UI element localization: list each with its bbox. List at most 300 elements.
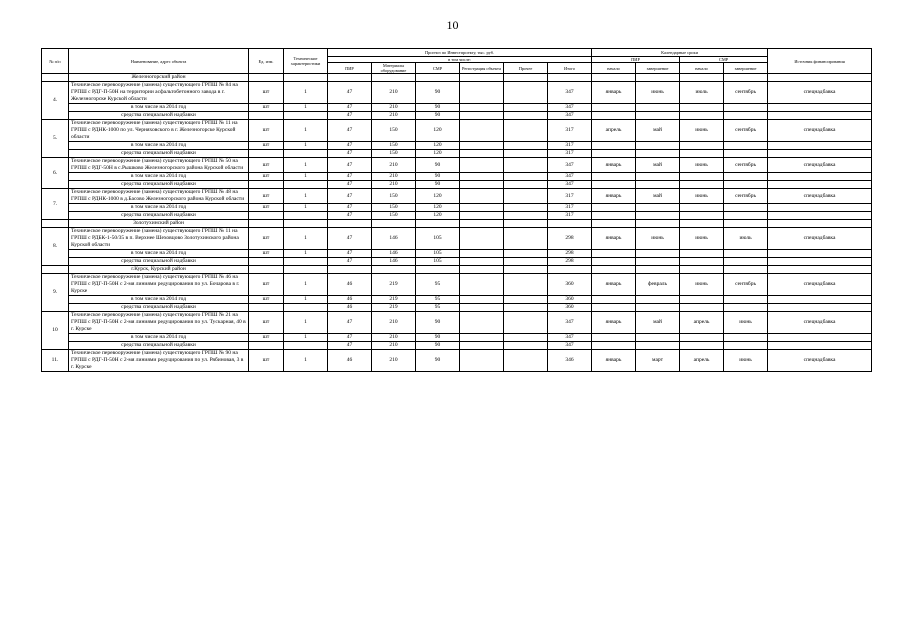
empty-cell bbox=[592, 266, 636, 274]
item-number: 6. bbox=[42, 158, 69, 189]
empty-cell bbox=[249, 220, 284, 228]
empty-cell bbox=[284, 212, 328, 220]
empty-cell bbox=[768, 304, 872, 312]
row-total: 347 bbox=[548, 334, 592, 342]
row-pir: 47 bbox=[328, 258, 372, 266]
item-other bbox=[504, 189, 548, 204]
empty-cell bbox=[680, 266, 724, 274]
subtotal-unit: шт bbox=[249, 142, 284, 150]
header-smr: СМР bbox=[416, 63, 460, 74]
header-other: Прочее bbox=[504, 63, 548, 74]
section-row bbox=[42, 220, 872, 228]
header-pir: ПИР bbox=[328, 63, 372, 74]
item-quantity: 1 bbox=[284, 312, 328, 334]
item-number: 7. bbox=[42, 189, 69, 220]
empty-cell bbox=[504, 342, 548, 350]
item-registration bbox=[460, 312, 504, 334]
row-pir: 47 bbox=[328, 181, 372, 189]
row-pir: 47 bbox=[328, 212, 372, 220]
empty-cell bbox=[724, 181, 768, 189]
item-number: 11. bbox=[42, 350, 69, 372]
empty-cell bbox=[724, 74, 768, 82]
item-quantity: 1 bbox=[284, 158, 328, 173]
special-funds-label: средства специальной надбавки bbox=[69, 304, 249, 312]
item-unit: шт bbox=[249, 350, 284, 372]
empty-cell bbox=[504, 258, 548, 266]
empty-cell bbox=[680, 74, 724, 82]
empty-cell bbox=[249, 258, 284, 266]
empty-cell bbox=[460, 266, 504, 274]
empty-cell bbox=[592, 150, 636, 158]
item-pir: 46 bbox=[328, 350, 372, 372]
empty-cell bbox=[504, 181, 548, 189]
empty-cell bbox=[249, 266, 284, 274]
empty-cell bbox=[768, 150, 872, 158]
item-smr: 120 bbox=[416, 189, 460, 204]
item-pir-end: июнь bbox=[636, 228, 680, 250]
page-number: 10 bbox=[446, 18, 459, 32]
item-pir-start: январь bbox=[592, 312, 636, 334]
empty-cell bbox=[504, 212, 548, 220]
empty-cell bbox=[504, 142, 548, 150]
header-cost-group: Прогноз по Инвестпроекту, тыс. руб. bbox=[328, 49, 592, 57]
empty-cell bbox=[636, 258, 680, 266]
subtotal-quantity: 1 bbox=[284, 204, 328, 212]
special-funds-row bbox=[42, 212, 872, 220]
item-smr-start: апрель bbox=[680, 312, 724, 334]
item-other bbox=[504, 158, 548, 173]
empty-cell bbox=[592, 142, 636, 150]
empty-cell bbox=[724, 220, 768, 228]
item-name: Техническое перевооружение (замена) существующего ГРПШ № 84 на ГРПШ с РДГ-П-50Н на территории асфальтобетонного завода в г. Железногорске Курской области bbox=[69, 82, 249, 104]
empty-cell bbox=[592, 220, 636, 228]
subtotal-quantity: 1 bbox=[284, 250, 328, 258]
item-total: 347 bbox=[548, 312, 592, 334]
empty-cell bbox=[724, 304, 768, 312]
empty-cell bbox=[460, 181, 504, 189]
empty-cell bbox=[328, 220, 372, 228]
row-total: 347 bbox=[548, 342, 592, 350]
row-total: 317 bbox=[548, 212, 592, 220]
subtotal-label: в том числе на 2014 год bbox=[69, 104, 249, 112]
empty-cell bbox=[249, 150, 284, 158]
empty-cell bbox=[504, 112, 548, 120]
empty-cell bbox=[460, 220, 504, 228]
empty-cell bbox=[460, 304, 504, 312]
empty-cell bbox=[284, 150, 328, 158]
item-smr: 90 bbox=[416, 312, 460, 334]
empty-cell bbox=[724, 258, 768, 266]
empty-cell bbox=[680, 173, 724, 181]
item-smr-start: апрель bbox=[680, 350, 724, 372]
subtotal-unit: шт bbox=[249, 250, 284, 258]
empty-cell bbox=[460, 74, 504, 82]
item-unit: шт bbox=[249, 189, 284, 204]
section-row bbox=[42, 74, 872, 82]
row-pir: 47 bbox=[328, 204, 372, 212]
item-registration bbox=[460, 350, 504, 372]
header-num: № п/п bbox=[42, 49, 69, 74]
header-unit: Ед. изм. bbox=[249, 49, 284, 74]
empty-cell bbox=[372, 74, 416, 82]
empty-cell bbox=[249, 304, 284, 312]
empty-cell bbox=[680, 104, 724, 112]
empty-cell bbox=[592, 181, 636, 189]
item-smr-end: июнь bbox=[724, 350, 768, 372]
section-row bbox=[42, 266, 872, 274]
item-source: спецнадбавка bbox=[768, 274, 872, 296]
empty-cell bbox=[680, 342, 724, 350]
item-pir-start: январь bbox=[592, 82, 636, 104]
row-total: 347 bbox=[548, 173, 592, 181]
row-pir: 47 bbox=[328, 250, 372, 258]
row-materials: 150 bbox=[372, 212, 416, 220]
empty-cell bbox=[460, 204, 504, 212]
subtotal-quantity: 1 bbox=[284, 173, 328, 181]
empty-cell bbox=[284, 112, 328, 120]
empty-cell bbox=[416, 220, 460, 228]
empty-cell bbox=[504, 296, 548, 304]
item-registration bbox=[460, 158, 504, 173]
empty-cell bbox=[680, 204, 724, 212]
empty-cell bbox=[284, 220, 328, 228]
empty-cell bbox=[768, 173, 872, 181]
special-funds-label: средства специальной надбавки bbox=[69, 212, 249, 220]
item-materials: 219 bbox=[372, 274, 416, 296]
item-registration bbox=[460, 274, 504, 296]
item-name: Техническое перевооружение (замена) существующего ГРПШ № 50 на ГРПШ с РДГ-50Н в с.Рышково Железногорского района Курской области bbox=[69, 158, 249, 173]
empty-cell bbox=[592, 212, 636, 220]
empty-cell bbox=[504, 150, 548, 158]
empty-cell bbox=[548, 220, 592, 228]
item-name: Техническое перевооружение (замена) существующего ГРПШ № 11 на ГРПШ с РДБК-1-50/35 в п. Верхнее Шеховцово Золотухинского района Курской области bbox=[69, 228, 249, 250]
empty-cell bbox=[249, 181, 284, 189]
item-registration bbox=[460, 228, 504, 250]
item-smr: 90 bbox=[416, 350, 460, 372]
item-smr-end: сентябрь bbox=[724, 158, 768, 173]
subtotal-row bbox=[42, 142, 872, 150]
item-other bbox=[504, 274, 548, 296]
item-total: 346 bbox=[548, 350, 592, 372]
empty-cell bbox=[284, 258, 328, 266]
special-funds-label: средства специальной надбавки bbox=[69, 112, 249, 120]
special-funds-row bbox=[42, 112, 872, 120]
row-smr: 120 bbox=[416, 212, 460, 220]
item-smr-start: июнь bbox=[680, 228, 724, 250]
empty-cell bbox=[768, 296, 872, 304]
item-quantity: 1 bbox=[284, 120, 328, 142]
table-row bbox=[42, 228, 872, 250]
empty-cell bbox=[680, 258, 724, 266]
table-row bbox=[42, 158, 872, 173]
item-total: 317 bbox=[548, 120, 592, 142]
empty-cell bbox=[724, 334, 768, 342]
item-pir-end: май bbox=[636, 158, 680, 173]
item-pir: 47 bbox=[328, 189, 372, 204]
item-number: 5. bbox=[42, 120, 69, 158]
header-sched-pir: ПИР bbox=[592, 57, 680, 63]
empty-cell bbox=[768, 258, 872, 266]
header-name: Наименование, адрес объекта bbox=[69, 49, 249, 74]
row-pir: 47 bbox=[328, 150, 372, 158]
subtotal-unit: шт bbox=[249, 204, 284, 212]
item-pir-start: январь bbox=[592, 274, 636, 296]
empty-cell bbox=[372, 266, 416, 274]
row-pir: 46 bbox=[328, 304, 372, 312]
empty-cell bbox=[284, 266, 328, 274]
empty-cell bbox=[504, 304, 548, 312]
subtotal-row bbox=[42, 173, 872, 181]
item-quantity: 1 bbox=[284, 228, 328, 250]
empty-cell bbox=[504, 204, 548, 212]
empty-cell bbox=[460, 104, 504, 112]
subtotal-label: в том числе на 2014 год bbox=[69, 173, 249, 181]
empty-cell bbox=[636, 220, 680, 228]
row-materials: 210 bbox=[372, 334, 416, 342]
empty-cell bbox=[768, 142, 872, 150]
item-other bbox=[504, 82, 548, 104]
subtotal-label: в том числе на 2014 год bbox=[69, 250, 249, 258]
item-other bbox=[504, 312, 548, 334]
item-smr: 95 bbox=[416, 274, 460, 296]
empty-cell bbox=[249, 212, 284, 220]
item-registration bbox=[460, 189, 504, 204]
item-name: Техническое перевооружение (замена) существующего ГРПШ № 46 на ГРПШ с РДГ-П-50Н с 2-мя линиями редуцирования по ул. Бочарова в г. Курске bbox=[69, 274, 249, 296]
empty-cell bbox=[592, 250, 636, 258]
item-total: 347 bbox=[548, 158, 592, 173]
item-materials: 210 bbox=[372, 158, 416, 173]
empty-cell bbox=[592, 304, 636, 312]
item-pir: 46 bbox=[328, 274, 372, 296]
item-pir: 47 bbox=[328, 120, 372, 142]
row-materials: 210 bbox=[372, 112, 416, 120]
empty-cell bbox=[249, 342, 284, 350]
num-cell bbox=[42, 220, 69, 228]
empty-cell bbox=[592, 204, 636, 212]
empty-cell bbox=[372, 220, 416, 228]
row-total: 298 bbox=[548, 258, 592, 266]
empty-cell bbox=[724, 212, 768, 220]
empty-cell bbox=[592, 104, 636, 112]
row-smr: 90 bbox=[416, 104, 460, 112]
row-total: 360 bbox=[548, 304, 592, 312]
item-source: спецнадбавка bbox=[768, 82, 872, 104]
item-pir-end: май bbox=[636, 312, 680, 334]
item-pir-start: январь bbox=[592, 158, 636, 173]
subtotal-quantity: 1 bbox=[284, 142, 328, 150]
item-smr-start: июнь bbox=[680, 274, 724, 296]
empty-cell bbox=[680, 250, 724, 258]
item-smr-end: июль bbox=[724, 228, 768, 250]
row-smr: 105 bbox=[416, 258, 460, 266]
header-schedule-group: Календарные сроки bbox=[592, 49, 768, 57]
item-pir-start: апрель bbox=[592, 120, 636, 142]
empty-cell bbox=[504, 74, 548, 82]
row-materials: 150 bbox=[372, 204, 416, 212]
item-number: 4. bbox=[42, 82, 69, 120]
empty-cell bbox=[460, 142, 504, 150]
row-total: 317 bbox=[548, 142, 592, 150]
item-smr-start: июль bbox=[680, 82, 724, 104]
empty-cell bbox=[636, 74, 680, 82]
special-funds-row bbox=[42, 304, 872, 312]
empty-cell bbox=[636, 181, 680, 189]
subtotal-quantity: 1 bbox=[284, 104, 328, 112]
empty-cell bbox=[768, 250, 872, 258]
item-quantity: 1 bbox=[284, 82, 328, 104]
empty-cell bbox=[284, 74, 328, 82]
special-funds-row bbox=[42, 342, 872, 350]
empty-cell bbox=[460, 258, 504, 266]
subtotal-label: в том числе на 2014 год bbox=[69, 296, 249, 304]
header-registration: Регистрация объекта bbox=[460, 63, 504, 74]
item-smr-start: июнь bbox=[680, 158, 724, 173]
empty-cell bbox=[592, 173, 636, 181]
special-funds-label: средства специальной надбавки bbox=[69, 181, 249, 189]
subtotal-quantity: 1 bbox=[284, 334, 328, 342]
row-smr: 90 bbox=[416, 173, 460, 181]
subtotal-unit: шт bbox=[249, 334, 284, 342]
empty-cell bbox=[724, 142, 768, 150]
row-pir: 47 bbox=[328, 104, 372, 112]
empty-cell bbox=[636, 266, 680, 274]
item-unit: шт bbox=[249, 120, 284, 142]
subtotal-unit: шт bbox=[249, 104, 284, 112]
item-quantity: 1 bbox=[284, 350, 328, 372]
table-row bbox=[42, 274, 872, 296]
item-materials: 210 bbox=[372, 350, 416, 372]
item-quantity: 1 bbox=[284, 189, 328, 204]
row-materials: 210 bbox=[372, 181, 416, 189]
empty-cell bbox=[504, 173, 548, 181]
item-total: 347 bbox=[548, 82, 592, 104]
empty-cell bbox=[724, 296, 768, 304]
row-smr: 90 bbox=[416, 342, 460, 350]
empty-cell bbox=[636, 296, 680, 304]
empty-cell bbox=[249, 74, 284, 82]
subtotal-row bbox=[42, 204, 872, 212]
item-source: спецнадбавка bbox=[768, 189, 872, 204]
empty-cell bbox=[592, 112, 636, 120]
item-smr: 120 bbox=[416, 120, 460, 142]
subtotal-label: в том числе на 2014 год bbox=[69, 204, 249, 212]
empty-cell bbox=[636, 304, 680, 312]
empty-cell bbox=[548, 74, 592, 82]
table-row bbox=[42, 120, 872, 142]
row-total: 347 bbox=[548, 181, 592, 189]
empty-cell bbox=[249, 112, 284, 120]
header-incl: в том числе: bbox=[328, 57, 592, 63]
empty-cell bbox=[768, 204, 872, 212]
empty-cell bbox=[680, 304, 724, 312]
subtotal-row bbox=[42, 104, 872, 112]
item-smr-end: сентябрь bbox=[724, 82, 768, 104]
row-smr: 95 bbox=[416, 296, 460, 304]
row-total: 317 bbox=[548, 150, 592, 158]
empty-cell bbox=[636, 204, 680, 212]
item-materials: 210 bbox=[372, 82, 416, 104]
empty-cell bbox=[460, 212, 504, 220]
item-smr-end: июнь bbox=[724, 312, 768, 334]
num-cell bbox=[42, 74, 69, 82]
row-smr: 90 bbox=[416, 334, 460, 342]
item-name: Техническое перевооружение (замена) существующего ГРПШ № 90 на ГРПШ с РДГ-П-50Н с 2-мя линиями редуцирования по ул. Рябиновая, 3 в г. Курске bbox=[69, 350, 249, 372]
empty-cell bbox=[460, 342, 504, 350]
row-materials: 150 bbox=[372, 150, 416, 158]
empty-cell bbox=[284, 342, 328, 350]
item-smr-start: июнь bbox=[680, 189, 724, 204]
empty-cell bbox=[724, 342, 768, 350]
item-pir-end: февраль bbox=[636, 274, 680, 296]
empty-cell bbox=[724, 250, 768, 258]
row-materials: 219 bbox=[372, 304, 416, 312]
row-smr: 90 bbox=[416, 181, 460, 189]
investment-table bbox=[41, 48, 872, 372]
item-source: спецнадбавка bbox=[768, 312, 872, 334]
item-smr: 105 bbox=[416, 228, 460, 250]
empty-cell bbox=[504, 220, 548, 228]
item-unit: шт bbox=[249, 228, 284, 250]
empty-cell bbox=[724, 104, 768, 112]
empty-cell bbox=[328, 74, 372, 82]
item-smr-end: сентябрь bbox=[724, 120, 768, 142]
item-source: спецнадбавка bbox=[768, 350, 872, 372]
empty-cell bbox=[592, 296, 636, 304]
item-unit: шт bbox=[249, 312, 284, 334]
empty-cell bbox=[460, 334, 504, 342]
empty-cell bbox=[768, 181, 872, 189]
special-funds-row bbox=[42, 181, 872, 189]
empty-cell bbox=[460, 112, 504, 120]
table-row bbox=[42, 82, 872, 104]
item-quantity: 1 bbox=[284, 274, 328, 296]
row-smr: 120 bbox=[416, 204, 460, 212]
empty-cell bbox=[768, 220, 872, 228]
item-name: Техническое перевооружение (замена) существующего ГРПШ № 48 на ГРПШ с РДНК-1000 в д.Басово Железногорского района Курской области bbox=[69, 189, 249, 204]
empty-cell bbox=[636, 342, 680, 350]
row-pir: 47 bbox=[328, 173, 372, 181]
item-smr-start: июнь bbox=[680, 120, 724, 142]
header-materials: Материалы оборудование bbox=[372, 63, 416, 74]
row-smr: 90 bbox=[416, 112, 460, 120]
item-total: 298 bbox=[548, 228, 592, 250]
empty-cell bbox=[284, 181, 328, 189]
item-pir-end: май bbox=[636, 189, 680, 204]
item-pir: 47 bbox=[328, 82, 372, 104]
item-materials: 150 bbox=[372, 120, 416, 142]
empty-cell bbox=[636, 104, 680, 112]
table-row bbox=[42, 189, 872, 204]
row-materials: 150 bbox=[372, 142, 416, 150]
item-source: спецнадбавка bbox=[768, 120, 872, 142]
item-unit: шт bbox=[249, 274, 284, 296]
row-pir: 46 bbox=[328, 296, 372, 304]
item-pir-start: январь bbox=[592, 189, 636, 204]
empty-cell bbox=[548, 266, 592, 274]
empty-cell bbox=[592, 334, 636, 342]
empty-cell bbox=[680, 212, 724, 220]
item-other bbox=[504, 120, 548, 142]
header-smr-start: начало bbox=[680, 63, 724, 74]
item-name: Техническое перевооружение (замена) существующего ГРПШ № 11 на ГРПШ с РДНК-1000 по ул. Черняховского в г. Железногорске Курской области bbox=[69, 120, 249, 142]
empty-cell bbox=[592, 342, 636, 350]
empty-cell bbox=[416, 266, 460, 274]
empty-cell bbox=[328, 266, 372, 274]
section-title: г.Курск, Курский район bbox=[69, 266, 249, 274]
empty-cell bbox=[592, 74, 636, 82]
empty-cell bbox=[768, 112, 872, 120]
item-source: спецнадбавка bbox=[768, 158, 872, 173]
